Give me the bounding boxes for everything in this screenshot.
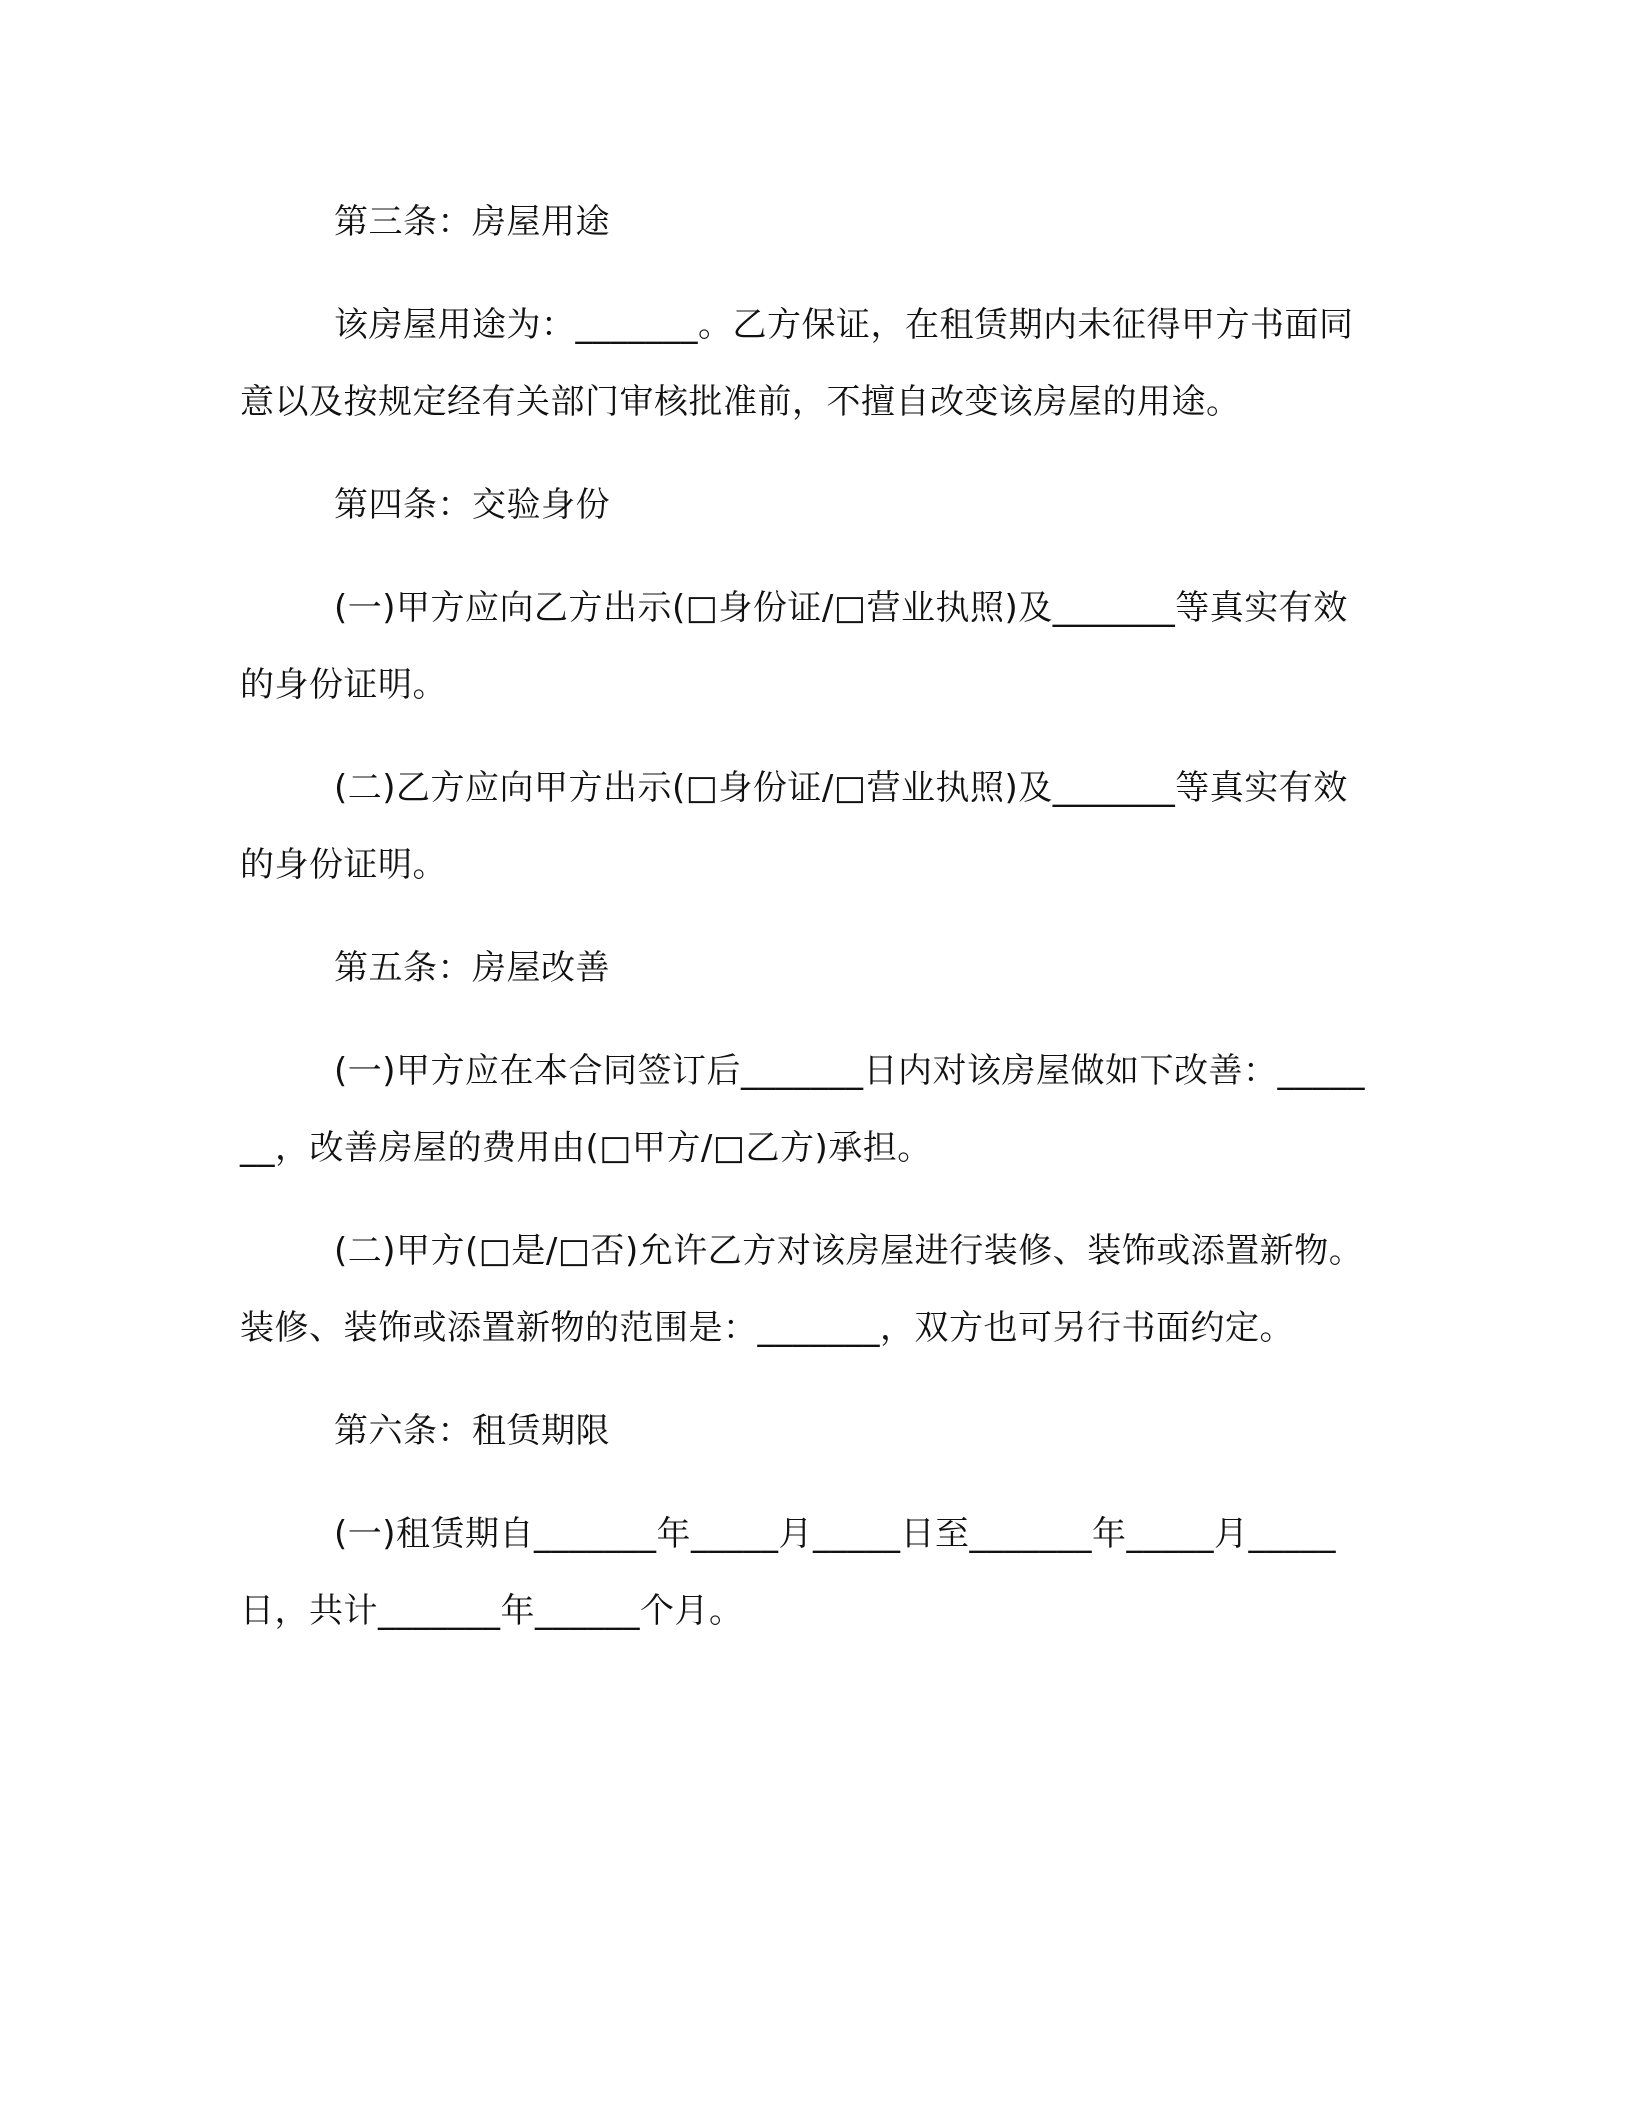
article-3-paragraph-usage: 该房屋用途为：_______。乙方保证，在租赁期内未征得甲方书面同意以及按规定经有关部门审核批准前，不擅自改变该房屋的用途。 [240,305,1354,422]
document-body [240,184,1372,1676]
article-4-paragraph-1: (一)甲方应向乙方出示(□身份证/□营业执照)及_______等真实有效的身份证明。 [240,588,1348,705]
article-5-paragraph-2: (二)甲方(□是/□否)允许乙方对该房屋进行装修、装饰或添置新物。装修、装饰或添置新物的范围是：_______，双方也可另行书面约定。 [240,1231,1364,1348]
article-6-paragraph-1: (一)租赁期自_______年_____月_____日至_______年_____月_____日，共计_______年______个月。 [240,1514,1337,1631]
section-heading-article-4: 第四条：交验身份 [334,485,610,525]
article-4-paragraph-2: (二)乙方应向甲方出示(□身份证/□营业执照)及_______等真实有效的身份证明。 [240,768,1348,885]
section-heading-article-5: 第五条：房屋改善 [334,948,610,988]
section-heading-article-6: 第六条：租赁期限 [334,1411,610,1451]
section-heading-article-3: 第三条：房屋用途 [334,202,610,242]
article-5-paragraph-1: (一)甲方应在本合同签订后_______日内对该房屋做如下改善：_______，改善房屋的费用由(□甲方/□乙方)承担。 [240,1051,1366,1168]
